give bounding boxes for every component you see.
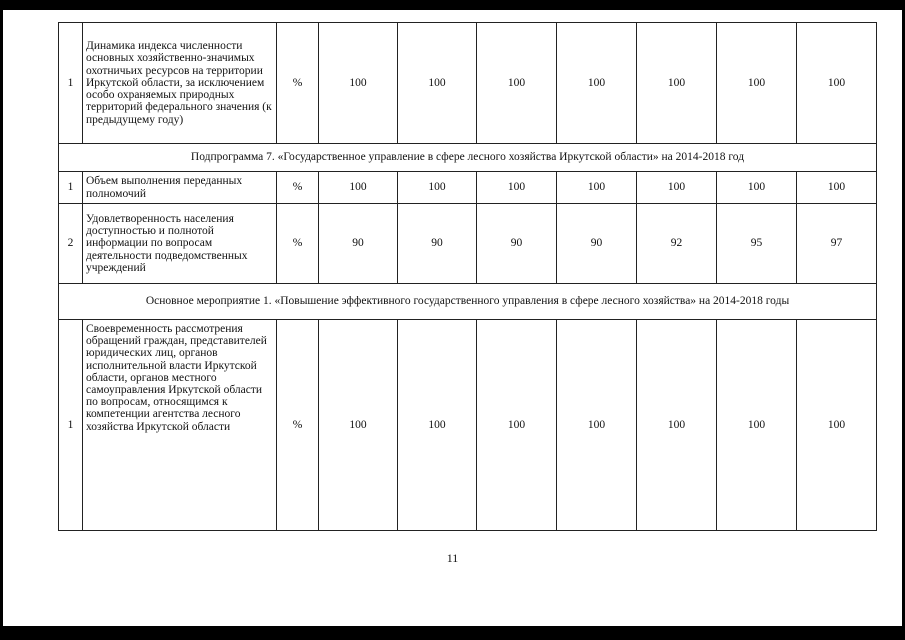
indicator-value: 100 xyxy=(797,320,877,531)
indicator-value: 100 xyxy=(398,23,477,144)
indicator-value: 100 xyxy=(477,172,557,204)
indicator-unit: % xyxy=(277,204,319,284)
table-row xyxy=(59,23,877,144)
indicator-description: Своевременность рассмотрения обращений граждан, представителей юридических лиц, органов исполнительной власти Иркутской области, органов местного самоуправления Иркутской области по вопросам, относящимся к компетенции агентства лесного хозяйства Иркутской области xyxy=(83,320,277,531)
table-row xyxy=(59,172,877,204)
section-row xyxy=(59,144,877,172)
indicator-description: Удовлетворенность населения доступностью и полнотой информации по вопросам деятельности подведомственных учреждений xyxy=(83,204,277,284)
page-number: 11 xyxy=(446,551,459,565)
indicator-value: 100 xyxy=(398,320,477,531)
indicator-unit: % xyxy=(277,23,319,144)
indicator-value: 97 xyxy=(797,204,877,284)
scan-left-border xyxy=(0,0,3,640)
indicator-value: 90 xyxy=(398,204,477,284)
indicator-value: 90 xyxy=(557,204,637,284)
indicator-value: 90 xyxy=(477,204,557,284)
indicator-value: 100 xyxy=(797,23,877,144)
indicator-value: 100 xyxy=(557,172,637,204)
indicator-value: 100 xyxy=(717,172,797,204)
table-row xyxy=(59,204,877,284)
row-number: 1 xyxy=(59,320,83,531)
indicator-value: 90 xyxy=(319,204,398,284)
indicator-value: 100 xyxy=(557,23,637,144)
indicator-value: 100 xyxy=(717,320,797,531)
table-row xyxy=(59,320,877,531)
indicator-value: 100 xyxy=(319,172,398,204)
indicator-value: 100 xyxy=(477,320,557,531)
indicator-value: 100 xyxy=(557,320,637,531)
indicator-unit: % xyxy=(277,172,319,204)
indicator-value: 100 xyxy=(319,320,398,531)
indicators-table xyxy=(58,22,877,531)
scan-bottom-border xyxy=(0,626,905,640)
scan-top-border xyxy=(0,0,905,10)
indicator-value: 100 xyxy=(319,23,398,144)
section-row xyxy=(59,284,877,320)
indicator-value: 100 xyxy=(398,172,477,204)
indicator-value: 92 xyxy=(637,204,717,284)
indicator-value: 100 xyxy=(477,23,557,144)
indicator-value: 100 xyxy=(717,23,797,144)
row-number: 1 xyxy=(59,172,83,204)
indicator-value: 100 xyxy=(637,320,717,531)
indicator-value: 100 xyxy=(637,23,717,144)
row-number: 2 xyxy=(59,204,83,284)
indicator-value: 100 xyxy=(797,172,877,204)
indicator-value: 100 xyxy=(637,172,717,204)
indicator-unit: % xyxy=(277,320,319,531)
indicator-value: 95 xyxy=(717,204,797,284)
row-number: 1 xyxy=(59,23,83,144)
subprogram-heading: Подпрограмма 7. «Государственное управление в сфере лесного хозяйства Иркутской области» на 2014-2018 год xyxy=(59,144,877,172)
main-activity-heading: Основное мероприятие 1. «Повышение эффективного государственного управления в сфере лесного хозяйства» на 2014-2018 годы xyxy=(59,284,877,320)
indicator-description: Объем выполнения переданных полномочий xyxy=(83,172,277,204)
indicator-description: Динамика индекса численности основных хозяйственно-значимых охотничьих ресурсов на территории Иркутской области, за исключением особо охраняемых природных территорий федерального значения (к предыдущему году) xyxy=(83,23,277,144)
